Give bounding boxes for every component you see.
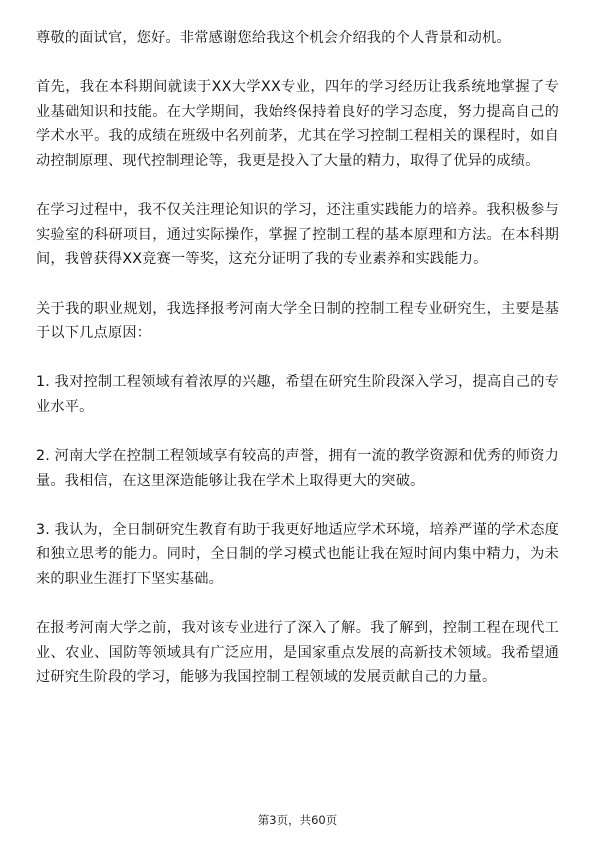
paragraph-research: 在报考河南大学之前，我对该专业进行了深入了解。我了解到，控制工程在现代工业、农业、国防等领域具有广泛应用，是国家重点发展的高新技术领域。我希望通过研究生阶段的学习，能够为我国控制工程领域的发展贡献自己的力量。: [36, 620, 559, 686]
paragraph-greeting: 尊敬的面试官，您好。非常感谢您给我这个机会介绍我的个人背景和动机。: [36, 30, 511, 46]
document-body: [36, 26, 559, 690]
paragraph-practice: 在学习过程中，我不仅关注理论知识的学习，还注重实践能力的培养。我积极参与实验室的科研项目，通过实际操作，掌握了控制工程的基本原理和方法。在本科期间，我曾获得XX竞赛一等奖，这充分证明了我的专业素养和实践能力。: [36, 202, 559, 268]
list-item-reason-2: 2. 河南大学在控制工程领域享有较高的声誉，拥有一流的教学资源和优秀的师资力量。我相信，在这里深造能够让我在学术上取得更大的突破。: [36, 448, 559, 489]
paragraph-career-plan: 关于我的职业规划，我选择报考河南大学全日制的控制工程专业研究生，主要是基于以下几点原因：: [36, 300, 559, 342]
page-number-footer: 第3页，共60页: [257, 813, 338, 827]
paragraph-education: 首先，我在本科期间就读于XX大学XX专业，四年的学习经历让我系统地掌握了专业基础知识和技能。在大学期间，我始终保持着良好的学习态度，努力提高自己的学术水平。我的成绩在班级中名列前茅，尤其在学习控制工程相关的课程时，如自动控制原理、现代控制理论等，我更是投入了大量的精力，取得了优异的成绩。: [36, 79, 559, 169]
list-item-reason-1: 1. 我对控制工程领域有着浓厚的兴趣，希望在研究生阶段深入学习，提高自己的专业水平。: [36, 374, 559, 415]
list-item-reason-3: 3. 我认为，全日制研究生教育有助于我更好地适应学术环境，培养严谨的学术态度和独立思考的能力。同时，全日制的学习模式也能让我在短时间内集中精力，为未来的职业生涯打下坚实基础。: [36, 521, 559, 588]
